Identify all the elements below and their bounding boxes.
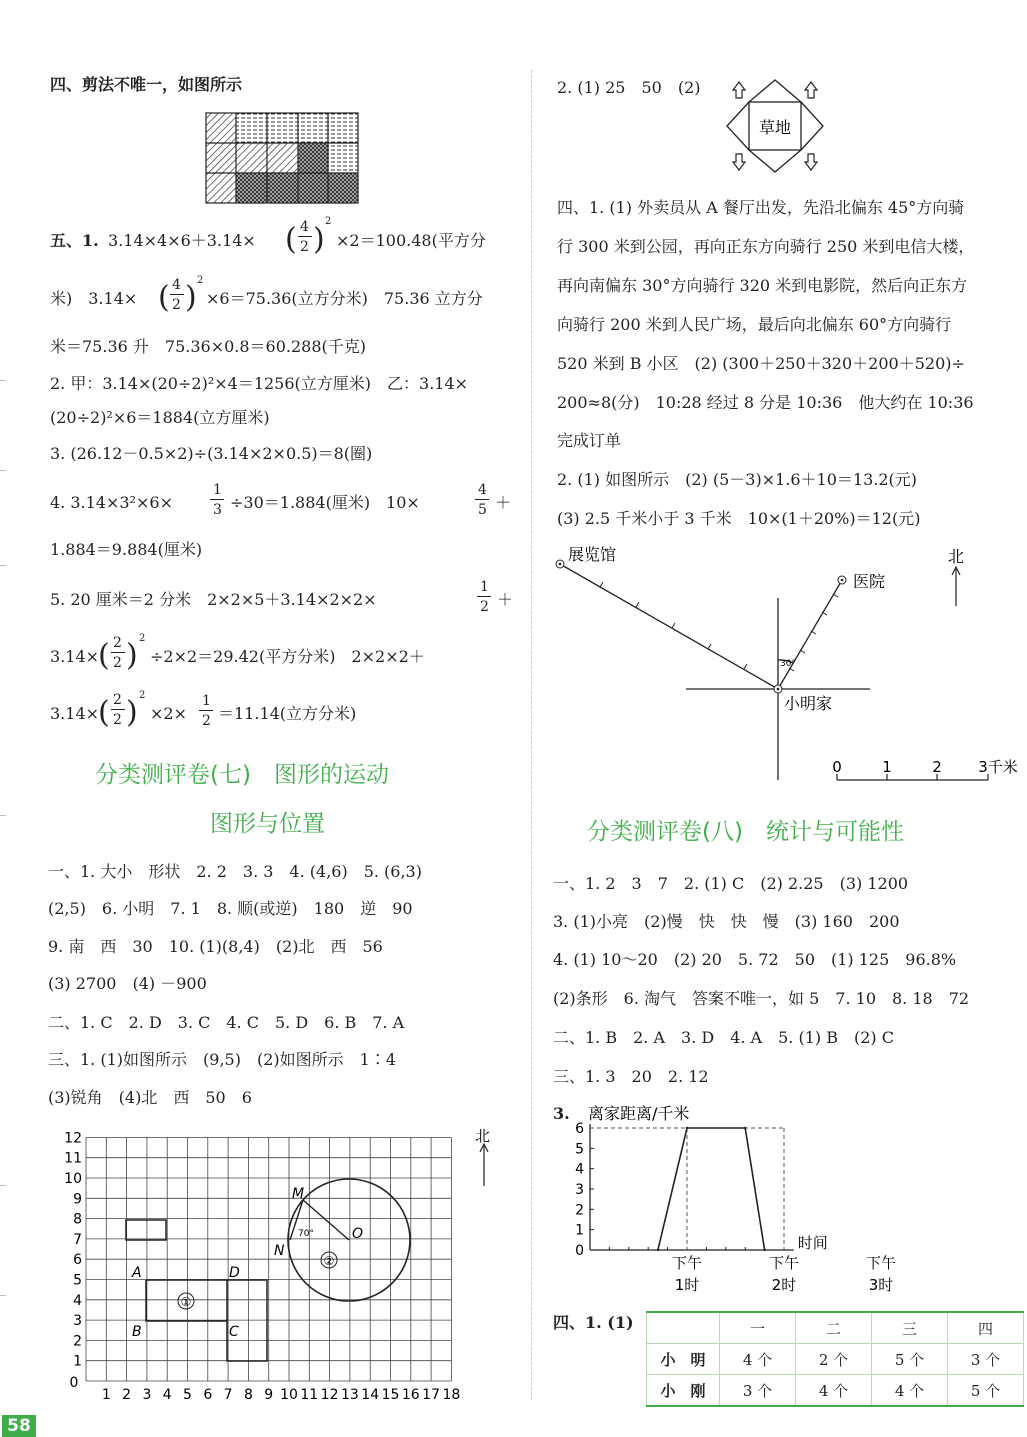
x-tick-label: 6 (203, 1387, 213, 1403)
superscript: 2 (325, 216, 332, 227)
superscript: 2 (139, 690, 146, 701)
table-cell (647, 1312, 720, 1344)
paren: ) (313, 222, 325, 257)
x-tick-label: 2时 (771, 1276, 797, 1294)
y-tick-label: 2 (73, 1333, 82, 1350)
answer-line: 三、1. 3 20 2. 12 (553, 1067, 709, 1086)
q-label: 五、1. (50, 231, 99, 250)
frac-num: 1 (213, 482, 222, 498)
frac-num: 4 (172, 277, 181, 293)
table-cell: 3 个 (720, 1375, 796, 1407)
answer-line: 行 300 米到公园，再向正东方向骑行 250 米到电信大楼， (557, 237, 975, 256)
x-tick-label: 3时 (868, 1276, 894, 1294)
frac-den: 2 (480, 599, 489, 615)
series-line (658, 1128, 765, 1250)
coordinate-grid-figure (60, 1122, 520, 1407)
answer-line: 9. 南 西 30 10. (1)(8,4) (2)北 西 56 (48, 937, 383, 956)
x-tick-label: 2 (122, 1387, 132, 1403)
home-label: 小明家 (784, 694, 833, 713)
formula-text: ＋ (497, 590, 514, 609)
frac-num: 4 (478, 482, 487, 498)
paren: ( (98, 638, 110, 673)
x-tick-label: 14 (361, 1387, 380, 1403)
north-label: 北 (475, 1127, 491, 1145)
frac-num: 1 (480, 579, 489, 595)
x-tick-label: 16 (401, 1387, 420, 1403)
table-cell: 小 刚 (647, 1375, 720, 1407)
table-cell: 3 个 (948, 1344, 1024, 1375)
superscript: 2 (139, 633, 146, 644)
frac-bar (210, 499, 224, 500)
frac-num: 2 (113, 692, 122, 708)
scale-2: 2 (932, 758, 942, 776)
answer-line: 二、1. B 2. A 3. D 4. A 5. (1) B (2) C (553, 1028, 894, 1047)
north-label: 北 (948, 547, 965, 566)
y-tick-label: 3 (73, 1313, 82, 1330)
y-tick-label: 11 (64, 1150, 82, 1167)
table-cell: 一 (720, 1312, 796, 1344)
x-tick-label: 3 (142, 1387, 152, 1403)
section-subtitle-7: 图形与位置 (210, 811, 325, 837)
data-point (763, 1249, 765, 1251)
frac-num: 1 (202, 693, 211, 709)
frac-bar (111, 652, 125, 653)
q-label: 四、1. (1) (553, 1313, 634, 1332)
answer-line: 再向南偏东 30°方向骑行 320 米到电影院，然后向正东方 (557, 276, 968, 295)
frac-den: 2 (172, 297, 181, 313)
scale-0: 0 (832, 758, 842, 776)
table-cell: 小 明 (647, 1344, 720, 1375)
distance-chart (560, 1100, 897, 1300)
answer-line: 2. (1) 如图所示 (2) (5－3)×1.6＋10＝13.2(元) (557, 470, 918, 489)
label-O: O (352, 1226, 364, 1242)
label-M: M (292, 1186, 305, 1202)
result-table (646, 1311, 1024, 1407)
y-tick-label: 9 (73, 1191, 82, 1208)
x-tick-label: 9 (264, 1387, 274, 1403)
y-tick-label: 0 (575, 1243, 584, 1259)
frac-den: 5 (478, 502, 487, 518)
label-A: A (132, 1265, 142, 1281)
y-tick-label: 2 (575, 1202, 584, 1219)
section-title-7: 分类测评卷(七) 图形的运动 (95, 762, 389, 788)
hospital-label: 医院 (853, 572, 886, 591)
formula-text: 3.14×4×6＋3.14× (108, 231, 256, 250)
answer-line: 4. (1) 10～20 (2) 20 5. 72 50 (1) 125 96.8% (553, 950, 957, 969)
frac-den: 3 (213, 502, 222, 518)
formula-text: ÷2×2＝29.42(平方分米) 2×2×2＋ (150, 647, 425, 666)
x-tick-label: 10 (280, 1387, 298, 1403)
frac-num: 2 (113, 635, 122, 651)
grass-label: 草地 (758, 118, 792, 137)
x-tick-label: 0 (69, 1375, 79, 1391)
x-tick-label: 15 (381, 1387, 400, 1403)
label-N: N (274, 1243, 285, 1259)
answer-line: 三、1. (1)如图所示 (9,5) (2)如图所示 1∶4 (48, 1050, 396, 1069)
answer-line: 一、1. 大小 形状 2. 2 3. 3 4. (4,6) 5. (6,3) (48, 862, 422, 881)
x-tick-label: 8 (243, 1387, 253, 1403)
y-tick-label: 1 (73, 1353, 82, 1370)
formula-text: 3.14× (50, 704, 100, 723)
formula-text: 2. 甲：3.14×(20÷2)²×4＝1256(立方厘米) 乙：3.14× (50, 374, 469, 393)
frac-bar (475, 499, 489, 500)
y-tick-label: 4 (575, 1161, 584, 1178)
answer-line: (2,5) 6. 小明 7. 1 8. 顺(或逆) 180 逆 90 (48, 899, 413, 918)
y-tick-label: 10 (64, 1171, 82, 1187)
x-tick-label: 17 (422, 1387, 441, 1403)
table-row (647, 1344, 1024, 1375)
table-row (647, 1312, 1024, 1344)
x-tick-label: 13 (340, 1387, 359, 1403)
cut-pattern-figure (205, 112, 361, 206)
y-tick-label: 8 (73, 1211, 82, 1228)
scale-1: 1 (882, 758, 892, 776)
q-label: 3. (553, 1104, 570, 1123)
frac-num: 4 (300, 219, 309, 235)
table-cell: 4 个 (872, 1375, 948, 1407)
answer-line: 2. (1) 25 50 (2) (557, 78, 701, 97)
map-figure (548, 542, 1026, 787)
formula-text: 5. 20 厘米＝2 分米 2×2×5＋3.14×2×2× (50, 590, 377, 609)
column-divider (531, 70, 532, 1400)
answer-line: 一、1. 2 3 7 2. (1) C (2) 2.25 (3) 1200 (553, 874, 909, 893)
answer-line: (3) 2.5 千米小于 3 千米 10×(1＋20%)＝12(元) (557, 509, 921, 528)
formula-text: 米＝75.36 升 75.36×0.8＝60.288(千克) (50, 337, 367, 356)
formula-text: ×2× (150, 704, 187, 723)
formula-text: 4. 3.14×3²×6× (50, 493, 173, 512)
label-D: D (229, 1265, 240, 1281)
grass-figure (725, 78, 825, 174)
paren: ( (285, 222, 297, 257)
label-circled-1: ① (180, 1295, 192, 1309)
table-cell: 5 个 (948, 1375, 1024, 1407)
label-C: C (229, 1324, 239, 1340)
y-tick-label: 6 (575, 1121, 584, 1137)
data-point (657, 1249, 659, 1251)
frac-den: 2 (113, 655, 122, 671)
formula-text: ＋ (495, 493, 512, 512)
y-tick-label: 7 (73, 1231, 82, 1248)
y-tick-label: 5 (73, 1272, 82, 1289)
label-B: B (132, 1324, 142, 1340)
answer-line: 520 米到 B 小区 (2) (300＋250＋320＋200＋520)÷ (557, 354, 965, 373)
formula-text: ×2＝100.48(平方分 (336, 231, 486, 250)
paren: ) (126, 638, 138, 673)
table-cell: 5 个 (872, 1344, 948, 1375)
angle-label: 70° (298, 1229, 314, 1239)
angle-label: 30° (780, 659, 796, 669)
table-cell: 4 个 (720, 1344, 796, 1375)
x-tick-label: 下午 (768, 1254, 800, 1272)
x-tick-label: 4 (162, 1387, 172, 1403)
answer-line: 完成订单 (557, 431, 622, 450)
x-tick-label: 5 (183, 1387, 192, 1403)
x-tick-label: 1时 (674, 1276, 700, 1294)
formula-text: 3.14× (50, 647, 100, 666)
museum-label: 展览馆 (568, 545, 617, 564)
answer-line: 200≈8(分) 10:28 经过 8 分是 10:36 他大约在 10:36 (557, 393, 974, 412)
paren: ) (185, 280, 197, 315)
data-point (686, 1127, 688, 1129)
y-tick-label: 6 (73, 1252, 82, 1269)
x-tick-label: 1 (101, 1387, 111, 1403)
formula-text: ＝11.14(立方分米) (218, 704, 357, 723)
table-cell: 二 (796, 1312, 872, 1344)
table-cell: 4 个 (796, 1375, 872, 1407)
y-tick-label: 5 (575, 1141, 584, 1158)
answer-line: 向骑行 200 米到人民广场，最后向北偏东 60°方向骑行 (557, 315, 952, 334)
y-tick-label: 4 (73, 1292, 82, 1309)
x-axis-label: 时间 (797, 1234, 828, 1252)
answer-line: (2)条形 6. 淘气 答案不唯一，如 5 7. 10 8. 18 72 (553, 989, 970, 1008)
frac-den: 2 (300, 239, 309, 255)
formula-text: 1.884＝9.884(厘米) (50, 540, 203, 559)
frac-bar (170, 294, 184, 295)
table-cell: 2 个 (796, 1344, 872, 1375)
section-title-8: 分类测评卷(八) 统计与可能性 (587, 819, 904, 845)
x-tick-label: 7 (223, 1387, 233, 1403)
scale-3: 3千米 (978, 758, 1018, 776)
y-tick-label: 12 (64, 1130, 82, 1147)
paren: ) (126, 695, 138, 730)
data-point (744, 1127, 746, 1129)
y-tick-label: 1 (575, 1222, 584, 1239)
x-tick-label: 11 (300, 1387, 319, 1403)
frac-den: 2 (113, 712, 122, 728)
frac-bar (111, 709, 125, 710)
frac-bar (199, 710, 213, 711)
small-rectangle (126, 1220, 166, 1240)
paren: ( (98, 695, 110, 730)
formula-text: ÷30＝1.884(厘米) 10× (230, 493, 420, 512)
table-cell: 三 (872, 1312, 948, 1344)
formula-text: (20÷2)²×6＝1884(立方厘米) (50, 408, 270, 427)
chart-title: 离家距离/千米 (588, 1104, 690, 1123)
table-cell: 四 (948, 1312, 1024, 1344)
answer-line: 四、1. (1) 外卖员从 A 餐厅出发，先沿北偏东 45°方向骑 (557, 198, 965, 217)
frac-bar (477, 596, 491, 597)
formula-text: 米) 3.14× (50, 289, 138, 308)
frac-bar (298, 236, 312, 237)
x-tick-label: 下午 (671, 1254, 703, 1272)
answer-line: 二、1. C 2. D 3. C 4. C 5. D 6. B 7. A (48, 1013, 405, 1032)
x-tick-label: 12 (320, 1387, 339, 1403)
formula-text: 3. (26.12－0.5×2)÷(3.14×2×0.5)＝8(圈) (50, 444, 373, 463)
superscript: 2 (197, 275, 204, 286)
formula-text: ×6＝75.36(立方分米) 75.36 立方分 (206, 289, 483, 308)
x-tick-label: 下午 (865, 1254, 897, 1272)
paren: ( (158, 280, 170, 315)
frac-den: 2 (202, 713, 211, 729)
page-number: 58 (2, 1415, 36, 1437)
y-tick-label: 3 (575, 1182, 584, 1198)
answer-line: 3. (1)小亮 (2)慢 快 快 慢 (3) 160 200 (553, 912, 900, 931)
answer-line: (3)锐角 (4)北 西 50 6 (48, 1088, 252, 1107)
answer-line: (3) 2700 (4) －900 (48, 974, 207, 993)
x-tick-label: 18 (442, 1387, 461, 1403)
table-row (647, 1375, 1024, 1407)
section-4-line: 四、剪法不唯一，如图所示 (50, 75, 243, 94)
label-circled-2: ② (323, 1254, 335, 1268)
